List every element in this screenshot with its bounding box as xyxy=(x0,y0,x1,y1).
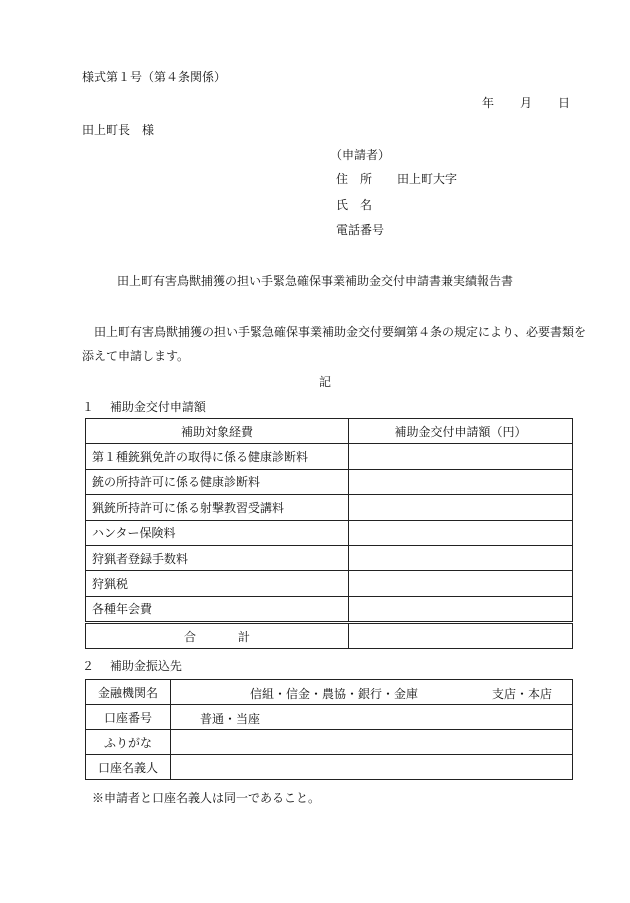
amount-cell[interactable] xyxy=(349,596,573,622)
table-row xyxy=(86,520,573,545)
expense-item: 猟銃所持許可に係る射撃教習受講料 xyxy=(86,495,349,520)
address-label: 住 所 xyxy=(336,172,373,186)
furigana-label: ふりがな xyxy=(86,730,171,755)
table-row xyxy=(86,495,573,520)
amount-cell[interactable] xyxy=(349,469,573,494)
col-amount-header: 補助金交付申請額（円） xyxy=(349,419,573,444)
bank-label: 金融機関名 xyxy=(86,680,171,705)
note: ※申請者と口座名義人は同一であること。 xyxy=(92,791,321,805)
date-day: 日 xyxy=(558,96,571,110)
applicant-label: （申請者） xyxy=(330,148,391,162)
bank-table xyxy=(85,679,573,780)
table-row xyxy=(86,596,573,622)
col-item-header: 補助対象経費 xyxy=(86,419,349,444)
branch-types: 支店・本店 xyxy=(492,687,553,701)
addressee: 田上町長 様 xyxy=(82,123,155,137)
bank-row xyxy=(86,680,573,705)
expense-item: 各種年会費 xyxy=(86,596,349,622)
address-value: 田上町大字 xyxy=(397,172,458,186)
body-line-2: 添えて申請します。 xyxy=(82,349,190,363)
account-number-cell[interactable] xyxy=(171,705,573,730)
account-holder-row xyxy=(86,755,573,780)
table-row xyxy=(86,545,573,570)
table-row xyxy=(86,571,573,596)
amount-cell[interactable] xyxy=(349,571,573,596)
table-row xyxy=(86,444,573,469)
account-holder-label: 口座名義人 xyxy=(86,755,171,780)
account-type: 普通・当座 xyxy=(200,712,261,726)
amount-cell[interactable] xyxy=(349,444,573,469)
body-line-1: 田上町有害鳥獣捕獲の担い手緊急確保事業補助金交付要綱第４条の規定により、必要書類を xyxy=(94,325,587,339)
document-title: 田上町有害鳥獣捕獲の担い手緊急確保事業補助金交付申請書兼実績報告書 xyxy=(116,274,513,288)
bank-value-cell[interactable] xyxy=(171,680,573,705)
account-holder-cell[interactable] xyxy=(171,755,573,780)
total-label-1: 合 xyxy=(183,629,196,644)
account-number-row xyxy=(86,705,573,730)
date-month: 月 xyxy=(520,96,533,110)
total-amount-cell[interactable] xyxy=(349,623,573,649)
amount-cell[interactable] xyxy=(349,545,573,570)
amount-cell[interactable] xyxy=(349,520,573,545)
furigana-cell[interactable] xyxy=(171,730,573,755)
total-label-2: 計 xyxy=(238,629,251,644)
bank-types: 信組・信金・農協・銀行・金庫 xyxy=(250,687,419,701)
expense-item: ハンター保険料 xyxy=(86,520,349,545)
phone-label: 電話番号 xyxy=(336,223,385,237)
total-label xyxy=(86,623,349,649)
amount-cell[interactable] xyxy=(349,495,573,520)
expense-item: 第１種銃猟免許の取得に係る健康診断料 xyxy=(86,444,349,469)
name-label: 氏 名 xyxy=(336,198,373,212)
table-row xyxy=(86,469,573,494)
form-number: 様式第１号（第４条関係） xyxy=(82,70,227,84)
section1-heading: １ 補助金交付申請額 xyxy=(82,400,206,414)
ki-heading: 記 xyxy=(319,375,332,389)
expense-table xyxy=(85,418,573,649)
table-header-row xyxy=(86,419,573,444)
expense-item: 狩猟税 xyxy=(86,571,349,596)
section2-heading: ２ 補助金振込先 xyxy=(82,659,182,673)
furigana-row xyxy=(86,730,573,755)
account-number-label: 口座番号 xyxy=(86,705,171,730)
expense-item: 銃の所持許可に係る健康診断料 xyxy=(86,469,349,494)
date-year: 年 xyxy=(482,96,495,110)
expense-item: 狩猟者登録手数料 xyxy=(86,545,349,570)
total-row xyxy=(86,623,573,649)
